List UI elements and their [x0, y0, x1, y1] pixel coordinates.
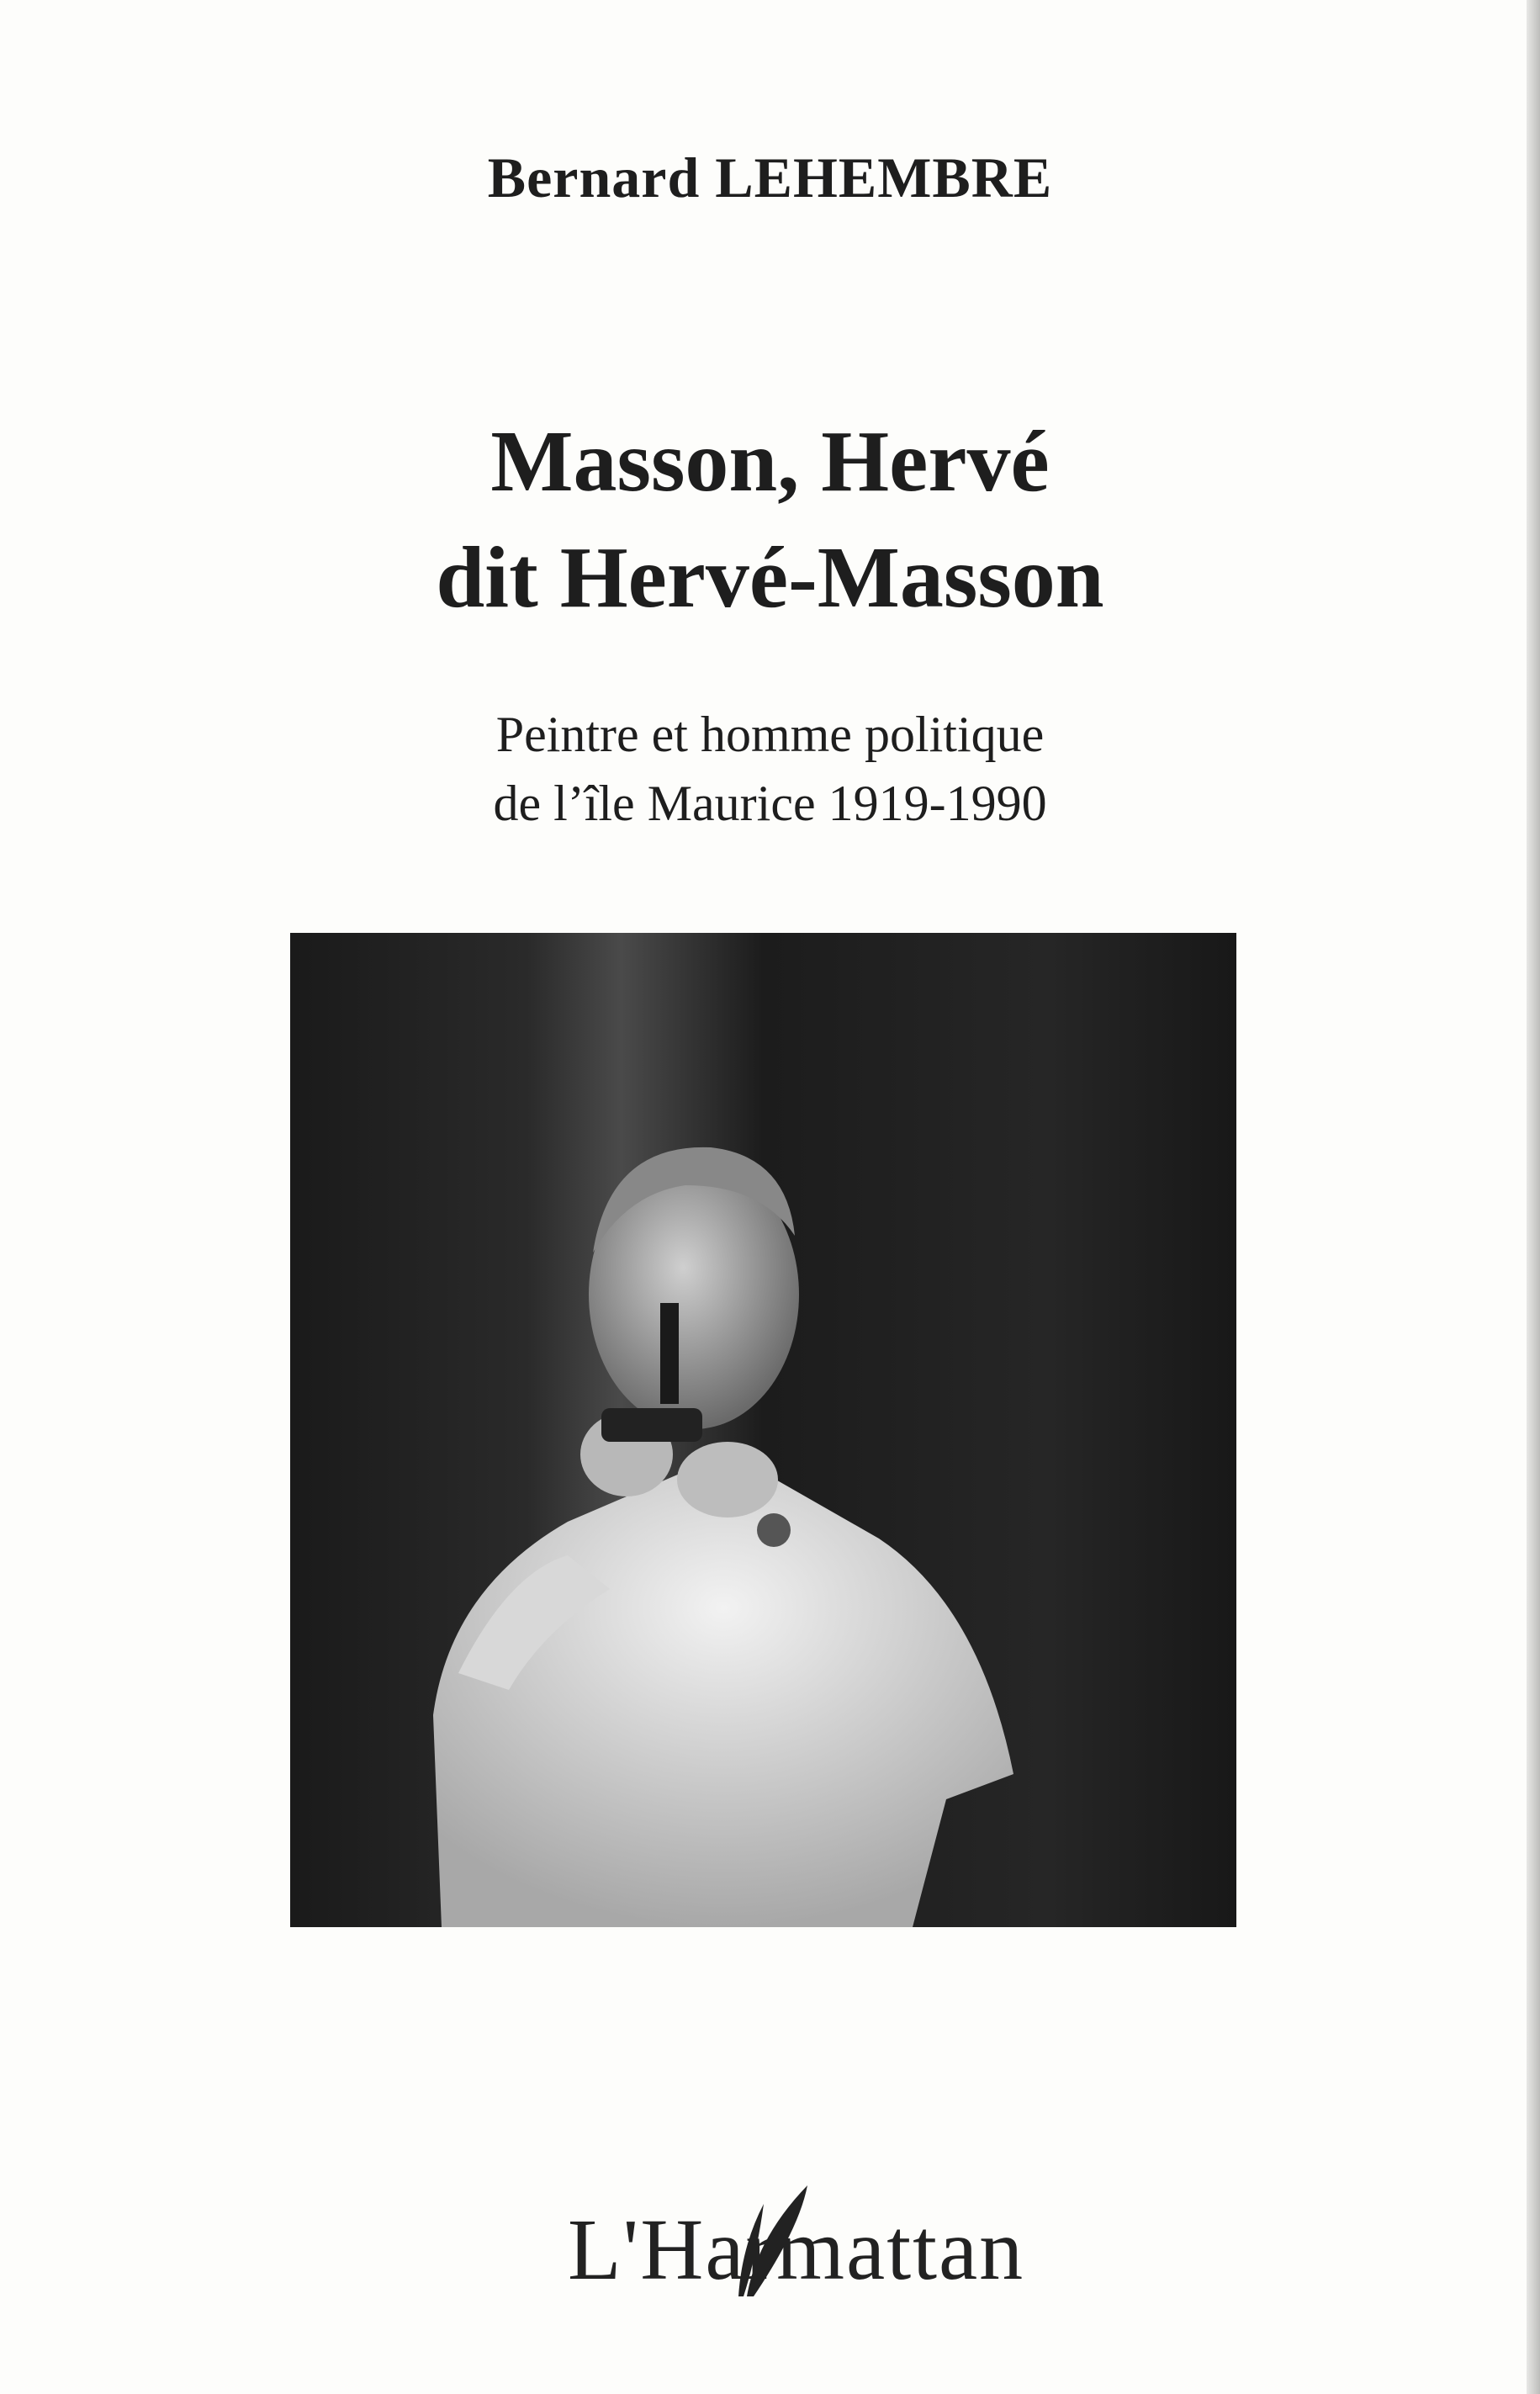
book-title [0, 404, 1540, 636]
author-name: Bernard LEHEMBRE [487, 146, 1053, 209]
subtitle-line-2: de l’île Maurice 1919-1990 [493, 776, 1047, 831]
title-line-1: Masson, Hervé [490, 413, 1050, 510]
publisher-logo [555, 2179, 1025, 2305]
title-line-2: dit Hervé-Masson [436, 529, 1104, 626]
cover-photo [290, 933, 1236, 1927]
portrait-illustration [290, 933, 1236, 1927]
book-subtitle [0, 700, 1540, 838]
subtitle-line-1: Peintre et homme politique [495, 707, 1045, 762]
publisher-name: L'Harmattan [568, 2201, 1025, 2298]
cover-edge [1527, 0, 1540, 2394]
